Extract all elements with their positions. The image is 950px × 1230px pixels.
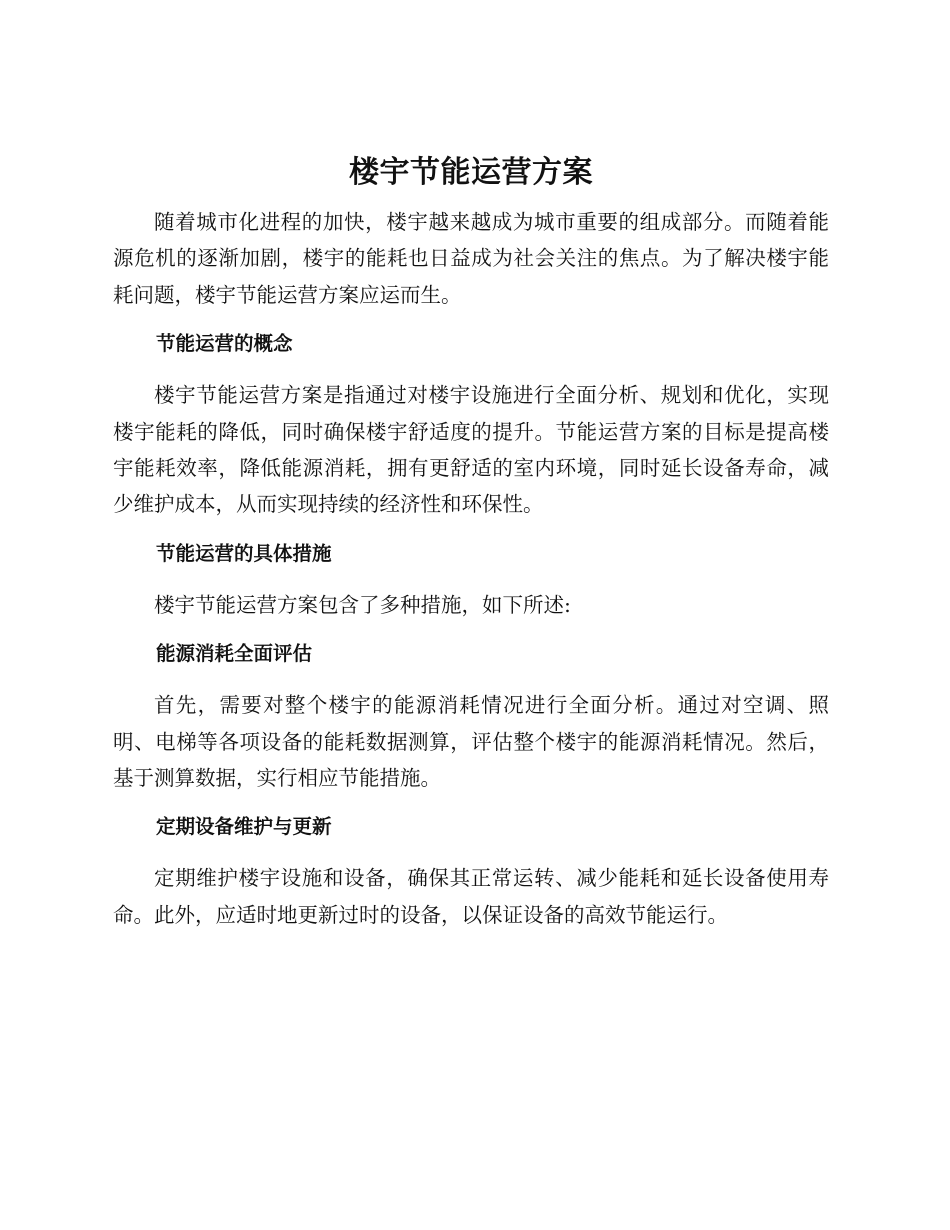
document-body bbox=[113, 148, 829, 933]
section-paragraph-maintenance: 定期维护楼宇设施和设备，确保其正常运转、减少能耗和延长设备使用寿命。此外，应适时地更新过时的设备，以保证设备的高效节能运行。 bbox=[113, 866, 829, 927]
intro-paragraph: 随着城市化进程的加快，楼宇越来越成为城市重要的组成部分。而随着能源危机的逐渐加剧，楼宇的能耗也日益成为社会关注的焦点。为了解决楼宇能耗问题，楼宇节能运营方案应运而生。 bbox=[113, 210, 829, 307]
section-heading-assessment: 能源消耗全面评估 bbox=[156, 642, 313, 666]
section-paragraph-assessment: 首先，需要对整个楼宇的能源消耗情况进行全面分析。通过对空调、照明、电梯等各项设备的能耗数据测算，评估整个楼宇的能源消耗情况。然后，基于测算数据，实行相应节能措施。 bbox=[113, 693, 829, 791]
section-heading-concept: 节能运营的概念 bbox=[156, 332, 293, 356]
document-title: 楼宇节能运营方案 bbox=[349, 155, 593, 190]
section-paragraph-measures: 楼宇节能运营方案包含了多种措施，如下所述: bbox=[154, 592, 571, 617]
section-heading-measures: 节能运营的具体措施 bbox=[156, 541, 332, 565]
section-paragraph-concept: 楼宇节能运营方案是指通过对楼宇设施进行全面分析、规划和优化，实现楼宇能耗的降低，同时确保楼宇舒适度的提升。节能运营方案的目标是提高楼宇能耗效率，降低能源消耗，拥有更舒适的室内环境，同时延长设备寿命，减少维护成本，从而实现持续的经济性和环保性。 bbox=[113, 383, 829, 517]
section-heading-maintenance: 定期设备维护与更新 bbox=[156, 815, 332, 839]
